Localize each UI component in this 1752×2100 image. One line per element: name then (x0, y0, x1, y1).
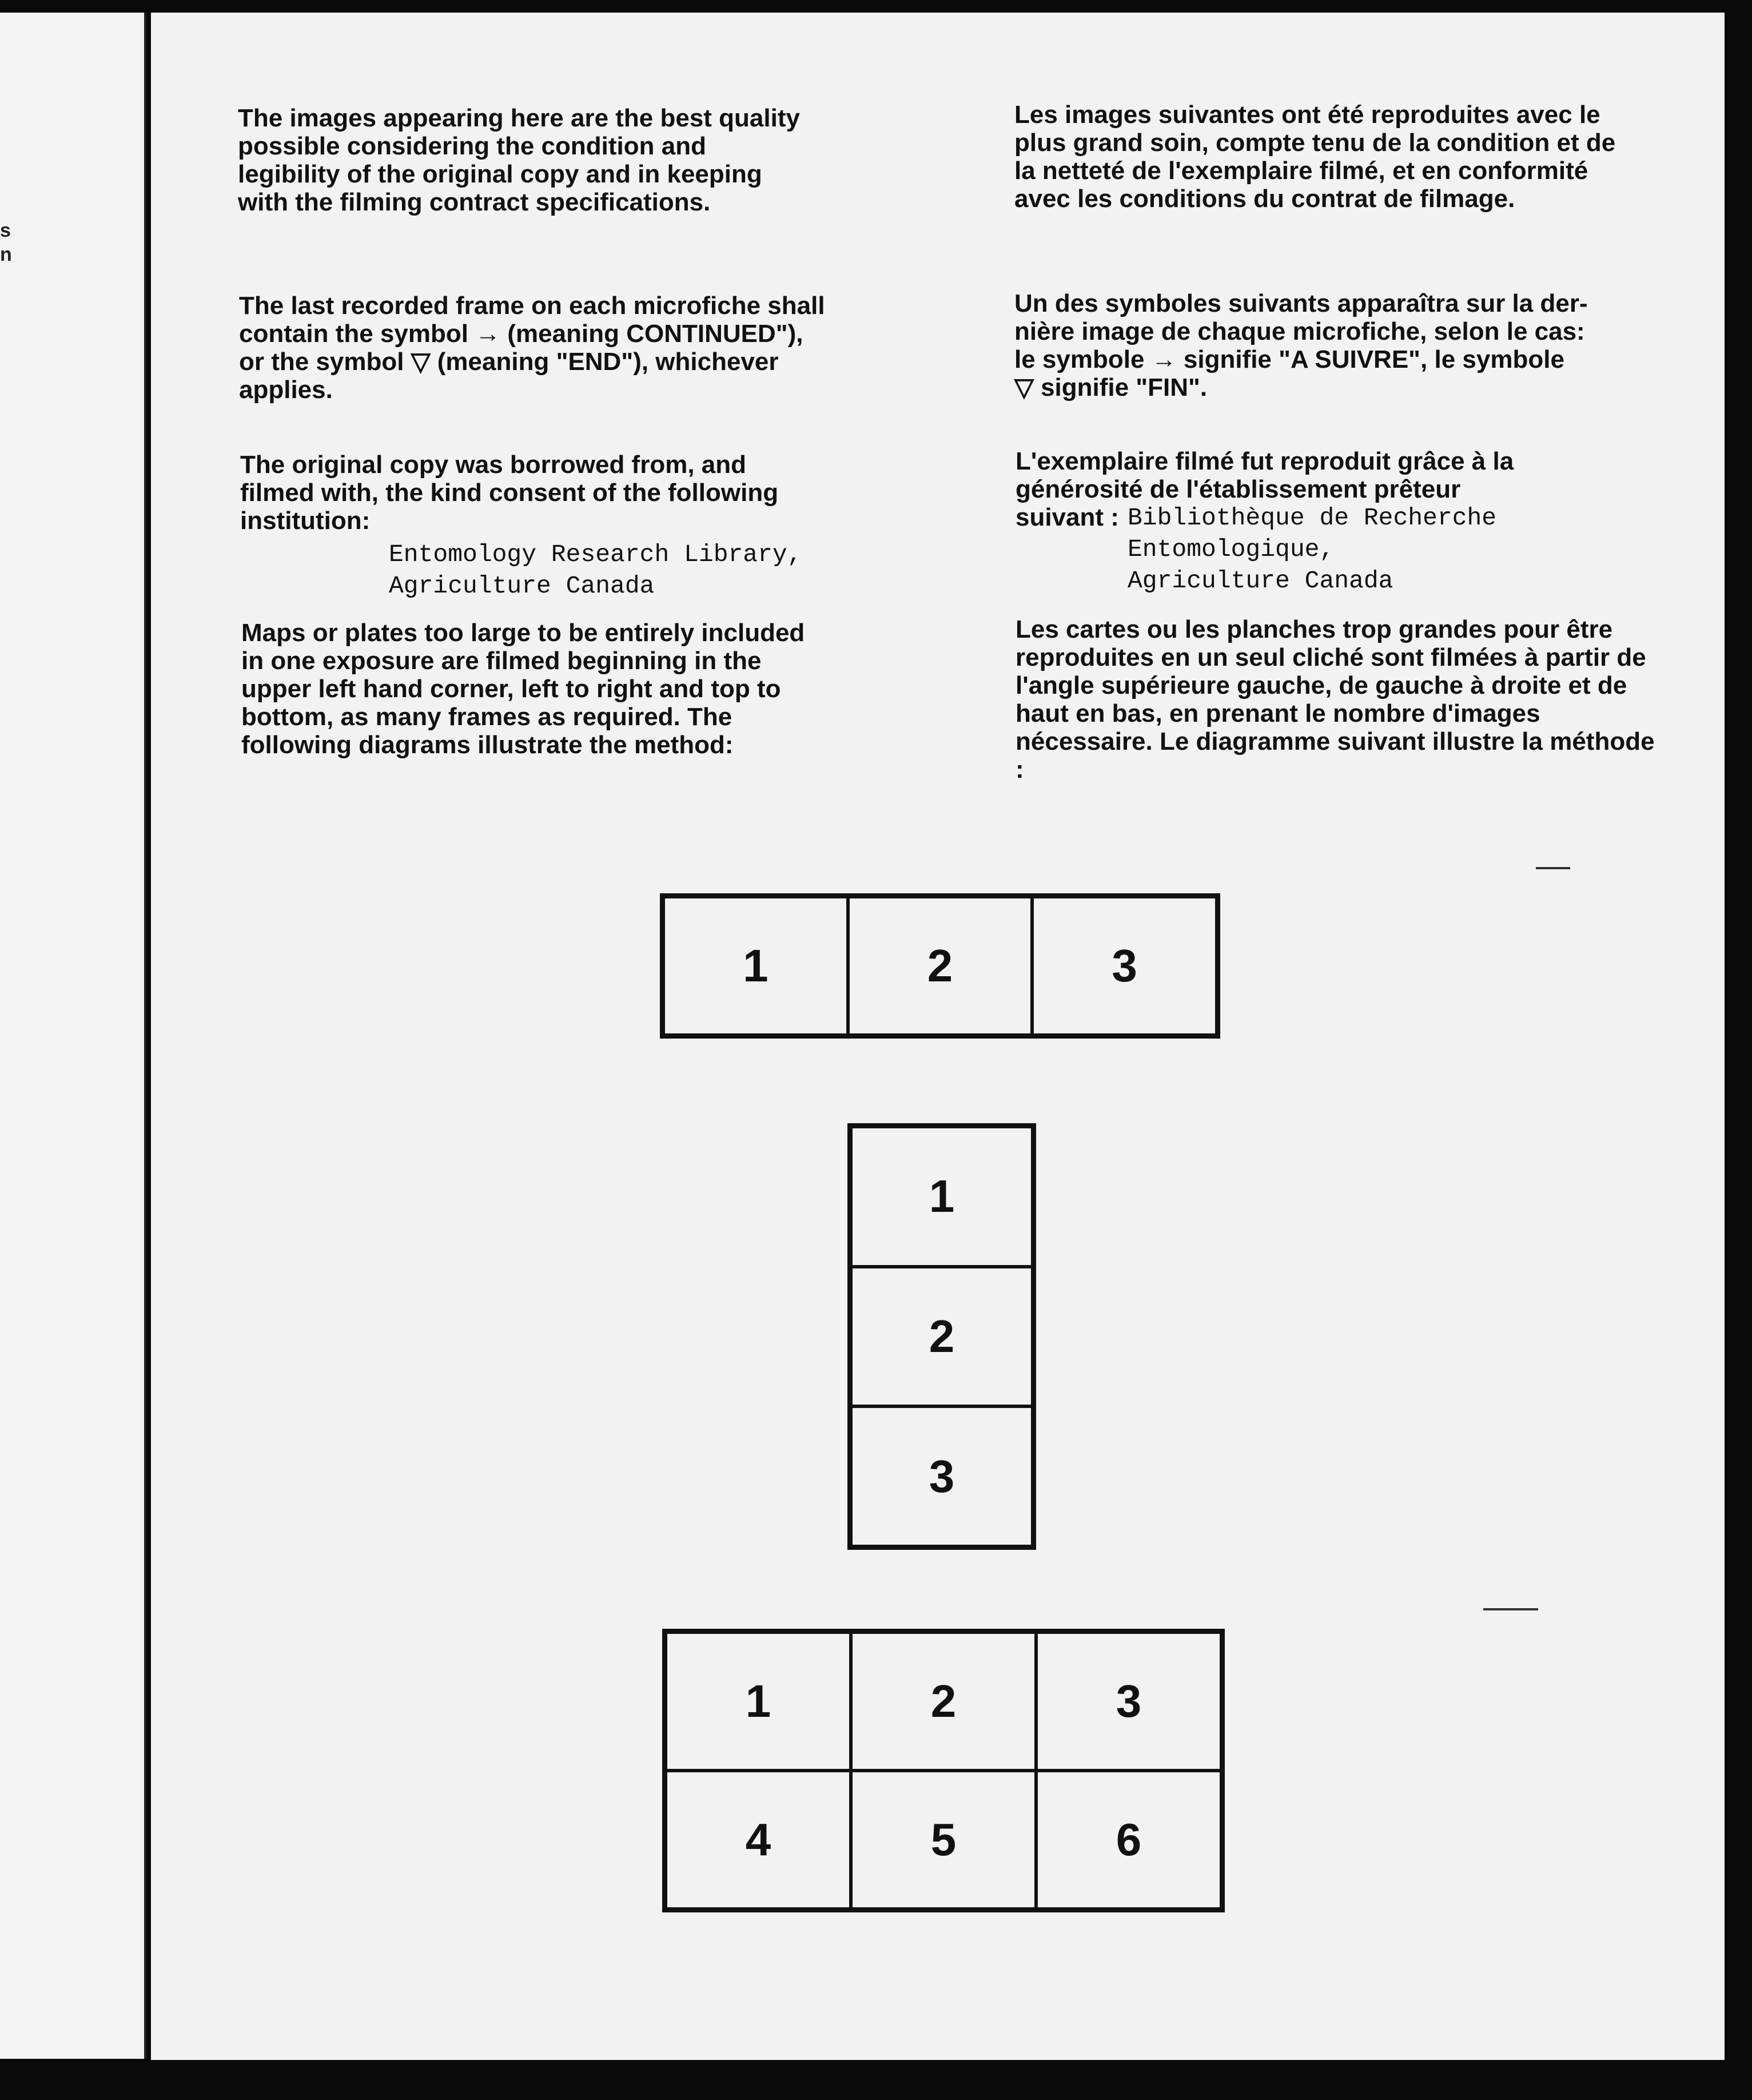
fr-quality-paragraph: Les images suivantes ont été reproduites avec le plus grand soin, compte tenu de la condition et de la netteté de l'exemplaire filmé, et en conformité avec les conditions du contrat de filmage. (1014, 101, 1616, 213)
fr-borrowed-paragraph: L'exemplaire filmé fut reproduit grâce à la générosité de l'établissement prêteur (1016, 447, 1514, 503)
fr-institution-line: Entomologique, (1128, 535, 1335, 563)
en-symbols-line: applies. (239, 376, 333, 404)
scan-mark (1536, 867, 1570, 869)
en-borrowed-paragraph: The original copy was borrowed from, and filmed with, the kind consent of the following institution: (240, 451, 779, 535)
adjacent-text-fragment: s (0, 220, 11, 241)
frame-cell: 2 (851, 1632, 1036, 1771)
frame-cell: 3 (1032, 897, 1217, 1035)
scan-mark (1483, 1608, 1538, 1610)
fr-suivant-label: suivant : (1016, 503, 1119, 531)
en-institution-line: Entomology Research Library, (389, 540, 802, 568)
en-institution-line: Agriculture Canada (389, 572, 655, 600)
en-symbols-line: or the symbol ▽ (meaning "END"), whichever (239, 348, 779, 376)
frame-cell: 1 (851, 1127, 1033, 1267)
frame-cell: 4 (666, 1771, 851, 1909)
grid-diagram (662, 1629, 1225, 1912)
fr-symbols-paragraph (1014, 289, 1588, 401)
fr-maps-paragraph: Les cartes ou les planches trop grandes pour être reproduites en un seul cliché sont filmées à partir de l'angle supérieure gauche, de gauche à droite et de haut en bas, en prenant le nombre d'images nécessaire. Le diagramme suivant illustre la méthode : (1016, 615, 1655, 783)
row-diagram (660, 893, 1220, 1039)
en-symbols-paragraph (239, 292, 825, 404)
frame-cell: 2 (848, 897, 1033, 1035)
frame-cell: 2 (851, 1267, 1033, 1407)
fr-institution (1128, 502, 1496, 596)
microfiche-target-page (151, 13, 1725, 2060)
frame-cell: 3 (851, 1406, 1033, 1546)
fr-symbols-line: nière image de chaque microfiche, selon le cas: (1014, 317, 1585, 345)
column-diagram (847, 1123, 1036, 1550)
en-quality-paragraph: The images appearing here are the best quality possible considering the condition and legibility of the original copy and in keeping with the filming contract specifications. (238, 104, 800, 216)
en-maps-paragraph: Maps or plates too large to be entirely included in one exposure are filmed beginning in the upper left hand corner, left to right and top to bottom, as many frames as required. The following diagrams illustrate the method: (241, 619, 805, 759)
fr-symbols-line: le symbole → signifie "A SUIVRE", le symbole (1014, 345, 1564, 373)
adjacent-page-strip (0, 13, 146, 2059)
fr-institution-line: Agriculture Canada (1128, 567, 1393, 595)
en-symbols-line: contain the symbol → (meaning CONTINUED"), (239, 320, 803, 348)
fr-symbols-line: Un des symboles suivants apparaîtra sur la der- (1014, 289, 1588, 317)
fr-institution-line: Bibliothèque de Recherche (1128, 504, 1497, 532)
en-institution (389, 539, 802, 602)
adjacent-text-fragment: n (0, 244, 12, 265)
frame-cell: 5 (851, 1771, 1036, 1909)
frame-cell: 3 (1036, 1632, 1221, 1771)
fr-symbols-line: ▽ signifie "FIN". (1014, 373, 1208, 401)
frame-cell: 1 (663, 897, 848, 1035)
en-symbols-line: The last recorded frame on each microfiche shall (239, 292, 825, 320)
frame-cell: 6 (1036, 1771, 1221, 1909)
frame-cell: 1 (666, 1632, 851, 1771)
